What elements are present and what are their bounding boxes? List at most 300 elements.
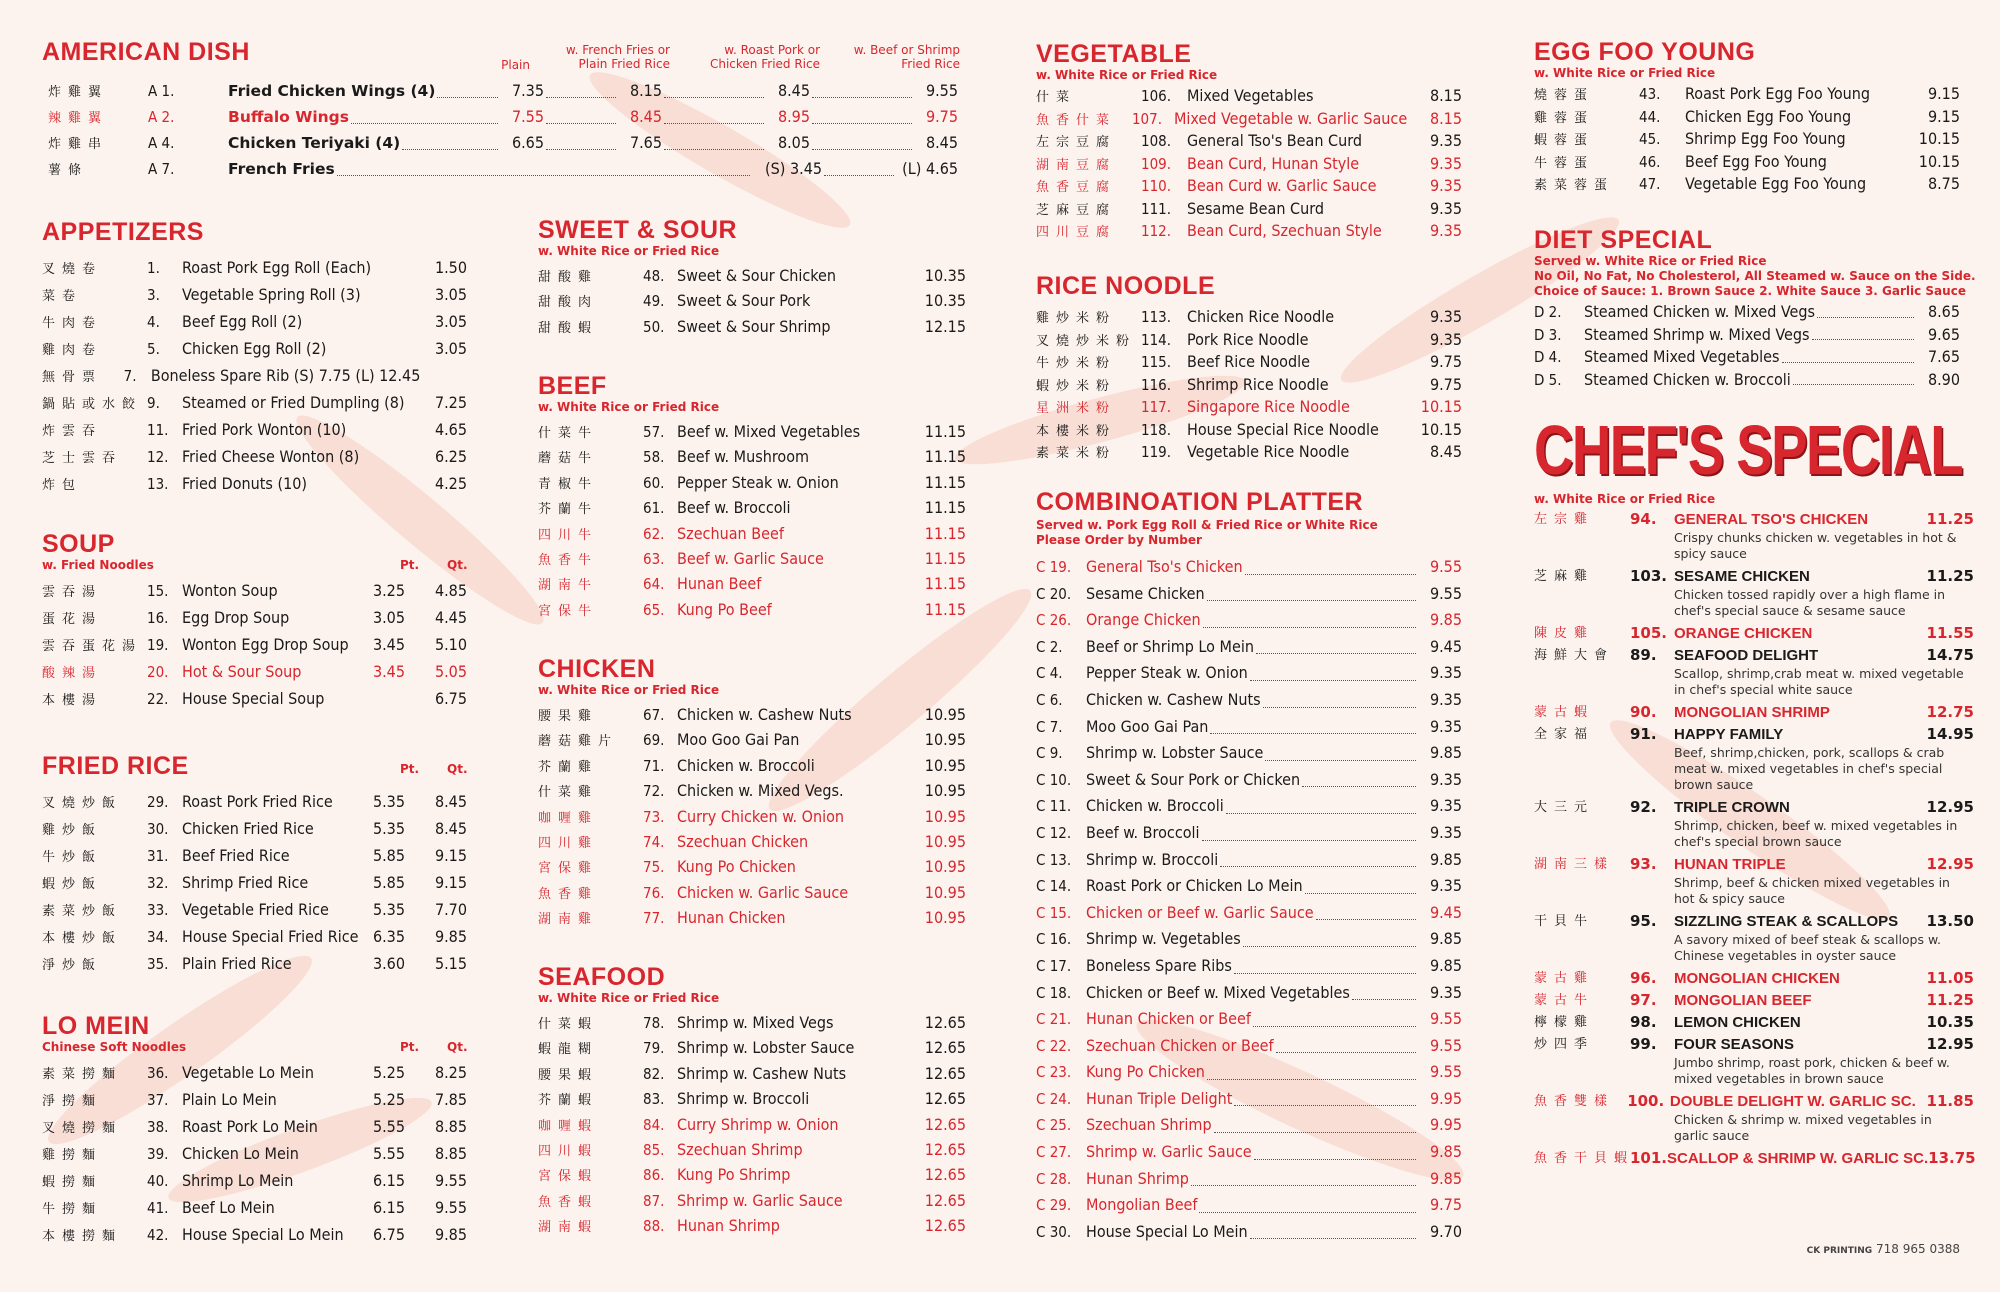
chef-special-item [1534,911,1974,964]
item-name: Hunan Triple Delight [1086,1088,1233,1108]
price: 9.35 [1429,689,1462,709]
chinese-name: 什菜牛 [538,426,599,441]
item-name: Shrimp w. Garlic Sauce [677,1190,843,1210]
leader-dots [1305,893,1416,894]
leader-dots [546,123,616,124]
item-name: TRIPLE CROWN [1674,799,1790,816]
egg-foo-young-item [1534,83,1960,106]
chinese-name: 宮保雞 [538,861,599,877]
item-description: Beef, shrimp,chicken, pork, scallops & crab meat w. mixed vegetables in chef's special brown sauce [1674,745,1945,792]
item-number: C 22. [1036,1036,1072,1055]
price-quart: 9.85 [434,1225,467,1244]
leader-dots [1265,760,1416,761]
item-number: 3. [147,286,160,304]
item-number: 114. [1141,330,1172,349]
combination-item [1036,1112,1462,1139]
combination-item [1036,740,1462,767]
chinese-name: 四川蝦 [538,1143,599,1159]
seafood-item [538,1162,966,1187]
item-name: Beef w. Broccoli [677,498,791,518]
item-name: Steamed Chicken w. Mixed Vegs [1584,302,1816,321]
item-name: Chicken Egg Roll (2) [182,339,327,358]
combination-item [1036,793,1462,820]
item-description: Shrimp, beef & chicken mixed vegetables in hot & spicy sauce [1674,875,1950,906]
fried-rice-item [42,788,467,815]
price-pint: 5.35 [372,900,405,919]
chinese-name: 腰果蝦 [538,1067,599,1083]
seafood-item [538,1213,966,1238]
item-number: 83. [643,1090,665,1109]
chefs-special-title: CHEF'S SPECIAL [1534,411,1963,489]
price: 10.15 [1918,151,1960,171]
price: 10.95 [924,781,966,801]
chef-special-item [1534,797,1974,850]
chicken-item [538,854,966,879]
chef-special-item [1534,702,1974,723]
fried-rice-section [42,752,467,977]
price-quart: 6.75 [434,689,467,708]
item-number: 110. [1141,177,1172,195]
seafood-item [538,1086,966,1111]
price-french-fries: 8.45 [629,107,662,126]
combination-item [1036,926,1462,953]
qt-header: Qt. [447,762,468,776]
price-quart: 5.10 [434,635,467,654]
chef-special-item [1534,724,1974,793]
item-number: 112. [1141,222,1172,240]
chinese-name: 蝦炒米粉 [1036,378,1117,394]
chinese-name: 叉燒卷 [42,262,103,277]
item-line [1534,854,1974,875]
chinese-name: 魚香雙樣 [1534,1094,1615,1109]
item-number: C 4. [1036,664,1063,683]
item-name: Pepper Steak w. Onion [1086,663,1248,683]
egg-foo-young-item [1534,106,1960,129]
item-name: Sesame Chicken [1086,583,1205,603]
price: 9.35 [1429,876,1462,896]
item-name: Hunan Beef [677,574,762,594]
rice-noodle-item [1036,441,1462,464]
rice-noodle-item [1036,306,1462,329]
price: 3.05 [434,285,467,304]
leader-dots [1256,653,1416,654]
item-number: 77. [643,909,665,928]
beef-item [538,521,966,546]
price: 13.75 [1928,1149,1976,1167]
price: 9.75 [1429,352,1462,371]
qt-header: Qt. [447,558,468,572]
price: 11.55 [1926,624,1974,642]
item-line [1534,702,1974,723]
price: 9.55 [1429,1035,1462,1055]
item-name: House Special Rice Noodle [1187,419,1379,439]
leader-dots [402,149,498,150]
chinese-name: 淨撈麵 [42,1094,103,1109]
combination-item [1036,581,1462,608]
item-number: 92. [1630,798,1657,816]
price: 10.95 [924,705,966,724]
item-name: SCALLOP & SHRIMP W. GARLIC SC. [1667,1150,1929,1167]
chinese-name: 陳皮雞 [1534,626,1595,641]
item-name: Shrimp Fried Rice [182,873,309,892]
appetizer-item [42,281,467,308]
item-number: 63. [643,549,665,568]
item-number: 106. [1141,87,1172,105]
item-name: Beef Rice Noodle [1187,352,1310,371]
price: 6.25 [434,447,467,466]
item-number: A 2. [148,108,175,126]
appetizer-item [42,443,467,470]
combination-item [1036,1086,1462,1113]
lo-mein-item [42,1086,467,1113]
price: 10.95 [924,882,966,902]
item-number: C 10. [1036,770,1072,789]
chicken-section [538,655,966,931]
chinese-name: 無骨票 [42,370,103,385]
item-name: Kung Po Shrimp [677,1165,791,1185]
appetizer-item [42,416,467,443]
chinese-name: 蝦炒飯 [42,877,103,892]
item-number: 71. [643,756,665,775]
section-title: RICE NOODLE [1036,272,1216,300]
section-title: BEEF [538,372,607,400]
price: 10.95 [924,755,966,775]
combination-item [1036,1139,1462,1166]
combination-item [1036,634,1462,661]
american-dish-list [48,78,958,182]
lo-mein-item [42,1059,467,1086]
item-number: 38. [147,1118,169,1136]
leader-dots [812,97,912,98]
chinese-name: 雞撈麵 [42,1148,103,1163]
vegetable-item [1036,175,1462,198]
chinese-name: 湖南牛 [538,578,599,594]
item-name: Singapore Rice Noodle [1187,397,1350,416]
item-number: 1. [147,259,160,277]
leader-dots [1316,919,1416,920]
price: 9.35 [1429,796,1462,816]
item-name: General Tso's Chicken [1086,557,1243,576]
chicken-item [538,727,966,752]
rice-noodle-item [1036,419,1462,442]
chicken-item [538,778,966,803]
sweet-sour-list [538,263,966,339]
price-quart: 8.85 [434,1117,467,1136]
leader-dots [1207,1079,1416,1080]
price: 12.65 [924,1089,966,1109]
chinese-name: 叉燒炒米粉 [1036,333,1137,349]
price-french-fries: 7.65 [629,133,662,152]
item-name: LEMON CHICKEN [1674,1014,1801,1031]
item-name: Hunan Shrimp [1086,1168,1189,1188]
combination-item [1036,607,1462,634]
price: 9.85 [1429,849,1462,869]
item-description: Crispy chunks chicken w. vegetables in hot & spicy sauce [1674,530,1957,561]
price: 3.05 [434,339,467,358]
price-pint: 5.35 [372,819,405,838]
item-name: Shrimp w. Garlic Sauce [1086,1142,1252,1162]
price: 11.15 [924,599,966,619]
item-number: C 30. [1036,1222,1072,1241]
item-name: Bean Curd w. Garlic Sauce [1187,176,1377,195]
leader-dots [1234,973,1416,974]
item-number: C 7. [1036,717,1063,736]
price-quart: 8.85 [434,1144,467,1163]
chinese-name: 素菜撈麵 [42,1067,123,1082]
appetizers-list [42,254,467,497]
appetizer-item [42,308,467,335]
leader-dots [1220,866,1416,867]
chinese-name: 辣雞翼 [48,111,109,126]
price: 9.55 [1429,1009,1462,1029]
seafood-item [538,1035,966,1060]
vegetable-item [1036,85,1462,108]
price-pint: 5.55 [372,1144,405,1163]
chef-special-item [1534,645,1974,698]
item-name: Chicken Rice Noodle [1187,307,1335,326]
item-number: 84. [643,1115,665,1134]
item-number: 105. [1630,624,1668,642]
price: 10.95 [924,831,966,851]
egg-foo-young-item [1534,151,1960,174]
seafood-item [538,1112,966,1137]
leader-dots [1199,1212,1416,1213]
item-number: 76. [643,883,665,902]
price: 12.95 [1926,1035,1974,1053]
item-number: 60. [643,473,665,492]
chinese-name: 四川雞 [538,835,599,851]
item-number: 32. [147,874,169,892]
chinese-name: 芥蘭蝦 [538,1093,599,1109]
combination-platter-section [1036,488,1462,1245]
item-line [1534,623,1974,644]
header-plain: Plain [501,58,530,72]
leader-dots [1352,999,1416,1000]
diet-item [1534,346,1960,369]
item-number: 42. [147,1226,169,1244]
item-number: C 9. [1036,744,1063,763]
soup-list [42,577,467,712]
item-name: Sweet & Sour Pork or Chicken [1086,769,1301,789]
beef-item [538,444,966,469]
price: 13.50 [1926,912,1974,930]
item-number: 117. [1141,398,1172,416]
header-french-fries: w. French Fries or Plain Fried Rice [565,43,670,71]
price: 10.95 [924,908,966,928]
vegetable-item [1036,220,1462,243]
item-number: 39. [147,1145,169,1163]
chinese-name: 魚香豆腐 [1036,180,1117,195]
price: 10.35 [924,266,966,285]
item-number: 48. [643,267,665,285]
price: 9.85 [1429,955,1462,975]
item-name: Shrimp w. Broccoli [677,1089,810,1109]
leader-dots [1250,1238,1416,1239]
chinese-name: 酸辣湯 [42,666,103,681]
vegetable-section [1036,40,1462,243]
price-quart: 9.55 [434,1198,467,1217]
chinese-name: 星洲米粉 [1036,401,1117,416]
item-name: ORANGE CHICKEN [1674,625,1813,642]
item-line [1534,1148,1974,1169]
leader-dots [1243,946,1416,947]
item-name: Chicken or Beef w. Mixed Vegetables [1086,982,1350,1002]
appetizer-item [42,389,467,416]
leader-dots [1203,627,1416,628]
item-number: C 25. [1036,1116,1072,1135]
item-name: Mixed Vegetable w. Garlic Sauce [1173,108,1408,128]
item-name: Fried Pork Wonton (10) [182,420,347,439]
price-pint: 3.25 [372,581,405,600]
combination-item [1036,660,1462,687]
item-name: Chicken Fried Rice [182,819,314,838]
item-line [1534,1012,1974,1033]
item-number: 36. [147,1064,169,1082]
chinese-name: 牛肉卷 [42,316,103,331]
chinese-name: 魚香干貝蝦 [1534,1151,1635,1166]
item-name: Wonton Soup [182,581,278,600]
vegetable-item [1036,130,1462,153]
item-name: Boneless Spare Rib (S) 7.75 (L) 12.45 [150,366,421,385]
price: 9.85 [1429,1142,1462,1162]
price: 14.95 [1926,725,1974,743]
price: 9.35 [1429,982,1462,1002]
item-name: Chicken w. Mixed Vegs. [677,781,844,801]
item-number: 43. [1639,85,1661,103]
item-name: MONGOLIAN CHICKEN [1674,970,1840,987]
price: 12.65 [924,1063,966,1083]
item-name: Vegetable Lo Mein [182,1063,315,1082]
section-title: SWEET & SOUR [538,216,738,244]
item-number: 31. [147,847,169,865]
item-name: SIZZLING STEAK & SCALLOPS [1674,913,1899,930]
item-number: 13. [147,475,169,493]
item-name: Szechuan Chicken [677,831,809,851]
appetizer-item [42,335,467,362]
price-pint: 5.25 [372,1063,405,1082]
leader-dots [824,175,894,176]
chinese-name: 蝦撈麵 [42,1175,103,1190]
item-name: Bean Curd, Szechuan Style [1187,221,1382,240]
seafood-item [538,1010,966,1035]
chinese-name: 素菜炒飯 [42,904,123,919]
price: 10.95 [924,730,966,750]
item-name: Steamed or Fried Dumpling (8) [182,393,405,412]
price: 9.85 [1429,743,1462,763]
price: 11.15 [924,523,966,543]
price: 9.35 [1429,131,1462,150]
chef-special-item [1534,968,1974,989]
lo-mein-item [42,1221,467,1248]
lo-mein-item [42,1167,467,1194]
rice-noodle-section [1036,272,1462,464]
item-name: GENERAL TSO'S CHICKEN [1674,511,1869,528]
item-number: 30. [147,820,169,838]
section-subtitle: w. White Rice or Fried Rice [1534,492,1716,506]
price-quart: 9.55 [434,1171,467,1190]
item-name: HUNAN TRIPLE [1674,856,1786,873]
item-number: D 5. [1534,370,1562,389]
section-title: LO MEIN [42,1012,150,1040]
item-name: Vegetable Egg Foo Young [1685,174,1867,193]
combination-item [1036,1219,1462,1246]
price-quart: 8.45 [434,819,467,838]
leader-dots [812,123,912,124]
price: 10.95 [924,857,966,877]
item-name: Beef or Shrimp Lo Mein [1086,636,1254,656]
price-quart: 5.05 [434,662,467,681]
chicken-list [538,702,966,931]
price-pint: 3.60 [372,954,405,973]
price: 9.15 [1927,84,1960,103]
item-number: 35. [147,955,169,973]
item-number: 12. [147,448,169,466]
item-number: 20. [147,663,169,681]
section-subtitle: w. Fried Noodles [42,558,154,572]
item-number: 95. [1630,912,1657,930]
item-number: 93. [1630,855,1657,873]
item-number: 69. [643,731,665,750]
item-name: Sweet & Sour Shrimp [677,316,831,336]
item-number: 61. [643,499,665,518]
item-description: Chicken & shrimp w. mixed vegetables in garlic sauce [1674,1112,1932,1143]
chef-special-item [1534,854,1974,907]
beef-item [538,495,966,520]
chinese-name: 牛炒米粉 [1036,356,1117,371]
item-name: Vegetable Spring Roll (3) [182,285,361,304]
item-name: House Special Fried Rice [182,927,359,946]
item-name: Beef Fried Rice [182,846,290,865]
leader-dots [1234,1105,1416,1106]
chicken-item [538,829,966,854]
price: 14.75 [1926,646,1974,664]
price: 8.65 [1927,302,1960,321]
item-name: Hunan Chicken [677,908,786,928]
item-number: C 11. [1036,797,1072,816]
item-number: C 18. [1036,983,1072,1002]
item-name: French Fries [228,160,335,178]
chinese-name: 左宗豆腐 [1036,135,1117,150]
appetizers-section [42,218,467,497]
price: 12.65 [924,1165,966,1185]
chinese-name: 咖喱蝦 [538,1118,599,1134]
chicken-item [538,753,966,778]
item-name: Fried Cheese Wonton (8) [182,447,360,466]
price-quart: 9.15 [434,846,467,865]
chinese-name: 檸檬雞 [1534,1015,1595,1030]
price: 8.15 [1429,86,1462,105]
chinese-name: 甜酸肉 [538,295,599,311]
item-name: HAPPY FAMILY [1674,726,1784,743]
price: 8.15 [1429,108,1462,128]
vegetable-item [1036,108,1462,131]
price-pint: 5.25 [372,1090,405,1109]
printer-phone: 718 965 0388 [1876,1242,1960,1256]
chinese-name: 宮保牛 [538,603,599,619]
chinese-name: 菜卷 [42,289,83,304]
item-name: Egg Drop Soup [182,608,290,627]
item-name: Kung Po Chicken [677,857,796,877]
price: 9.85 [1429,1168,1462,1188]
item-number: C 24. [1036,1089,1072,1108]
item-number: 115. [1141,353,1172,371]
sweet-sour-section [538,216,966,339]
lo-mein-item [42,1113,467,1140]
price: 11.15 [924,422,966,441]
seafood-item [538,1188,966,1213]
price-quart: 4.45 [434,608,467,627]
item-line [1534,911,1974,932]
